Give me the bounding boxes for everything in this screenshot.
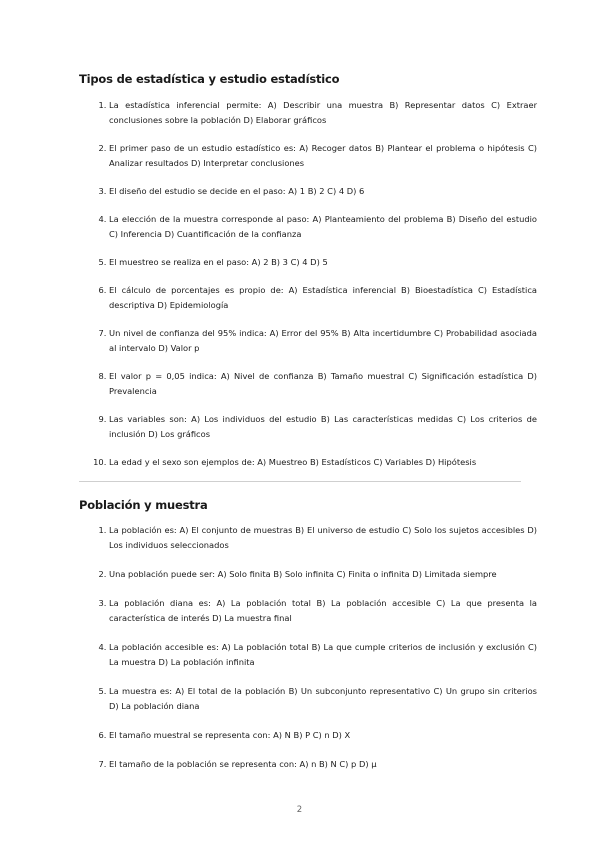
section-title-tipos-estadistica: Tipos de estadística y estudio estadístico bbox=[79, 72, 340, 86]
question-list-poblacion-muestra bbox=[93, 523, 537, 772]
page-number: 2 bbox=[296, 805, 303, 815]
question-item: 6. El tamaño muestral se representa con: A) N B) P C) n D) X bbox=[109, 728, 537, 743]
question-item: 2. El primer paso de un estudio estadístico es: A) Recoger datos B) Plantear el problema o hipótesis C) Analizar resultados D) Interpretar conclusiones bbox=[109, 141, 537, 171]
question-item: 5. La muestra es: A) El total de la población B) Un subconjunto representativo C) Un grupo sin criterios D) La población diana bbox=[109, 684, 537, 714]
question-item: 2. Una población puede ser: A) Solo finita B) Solo infinita C) Finita o infinita D) Limitada siempre bbox=[109, 567, 537, 582]
question-item: 6. El cálculo de porcentajes es propio de: A) Estadística inferencial B) Bioestadística C) Estadística descriptiva D) Epidemiología bbox=[109, 283, 537, 313]
question-item: 8. El valor p = 0,05 indica: A) Nivel de confianza B) Tamaño muestral C) Significación estadística D) Prevalencia bbox=[109, 369, 537, 399]
question-item: 4. La elección de la muestra corresponde al paso: A) Planteamiento del problema B) Diseño del estudio C) Inferencia D) Cuantificación de la confianza bbox=[109, 212, 537, 242]
question-item: 9. Las variables son: A) Los individuos del estudio B) Las características medidas C) Los criterios de inclusión D) Los gráficos bbox=[109, 412, 537, 442]
question-item: 3. La población diana es: A) La población total B) La población accesible C) La que presenta la característica de interés D) La muestra final bbox=[109, 596, 537, 626]
question-item: 1. La población es: A) El conjunto de muestras B) El universo de estudio C) Solo los sujetos accesibles D) Los individuos seleccionados bbox=[109, 523, 537, 553]
question-item: 1. La estadística inferencial permite: A) Describir una muestra B) Representar datos C) Extraer conclusiones sobre la población D) Elaborar gráficos bbox=[109, 98, 537, 128]
question-item: 7. Un nivel de confianza del 95% indica: A) Error del 95% B) Alta incertidumbre C) Probabilidad asociada al intervalo D) Valor p bbox=[109, 326, 537, 356]
question-item: 3. El diseño del estudio se decide en el paso: A) 1 B) 2 C) 4 D) 6 bbox=[109, 184, 537, 199]
question-item: 4. La población accesible es: A) La población total B) La que cumple criterios de inclusión y exclusión C) La muestra D) La población infinita bbox=[109, 640, 537, 670]
section-divider bbox=[79, 481, 521, 482]
section-title-poblacion-muestra: Población y muestra bbox=[79, 498, 208, 512]
question-item: 10. La edad y el sexo son ejemplos de: A) Muestreo B) Estadísticos C) Variables D) Hipótesis bbox=[109, 455, 537, 470]
question-item: 7. El tamaño de la población se representa con: A) n B) N C) p D) μ bbox=[109, 757, 537, 772]
question-list-tipos-estadistica bbox=[93, 98, 537, 470]
question-item: 5. El muestreo se realiza en el paso: A) 2 B) 3 C) 4 D) 5 bbox=[109, 255, 537, 270]
